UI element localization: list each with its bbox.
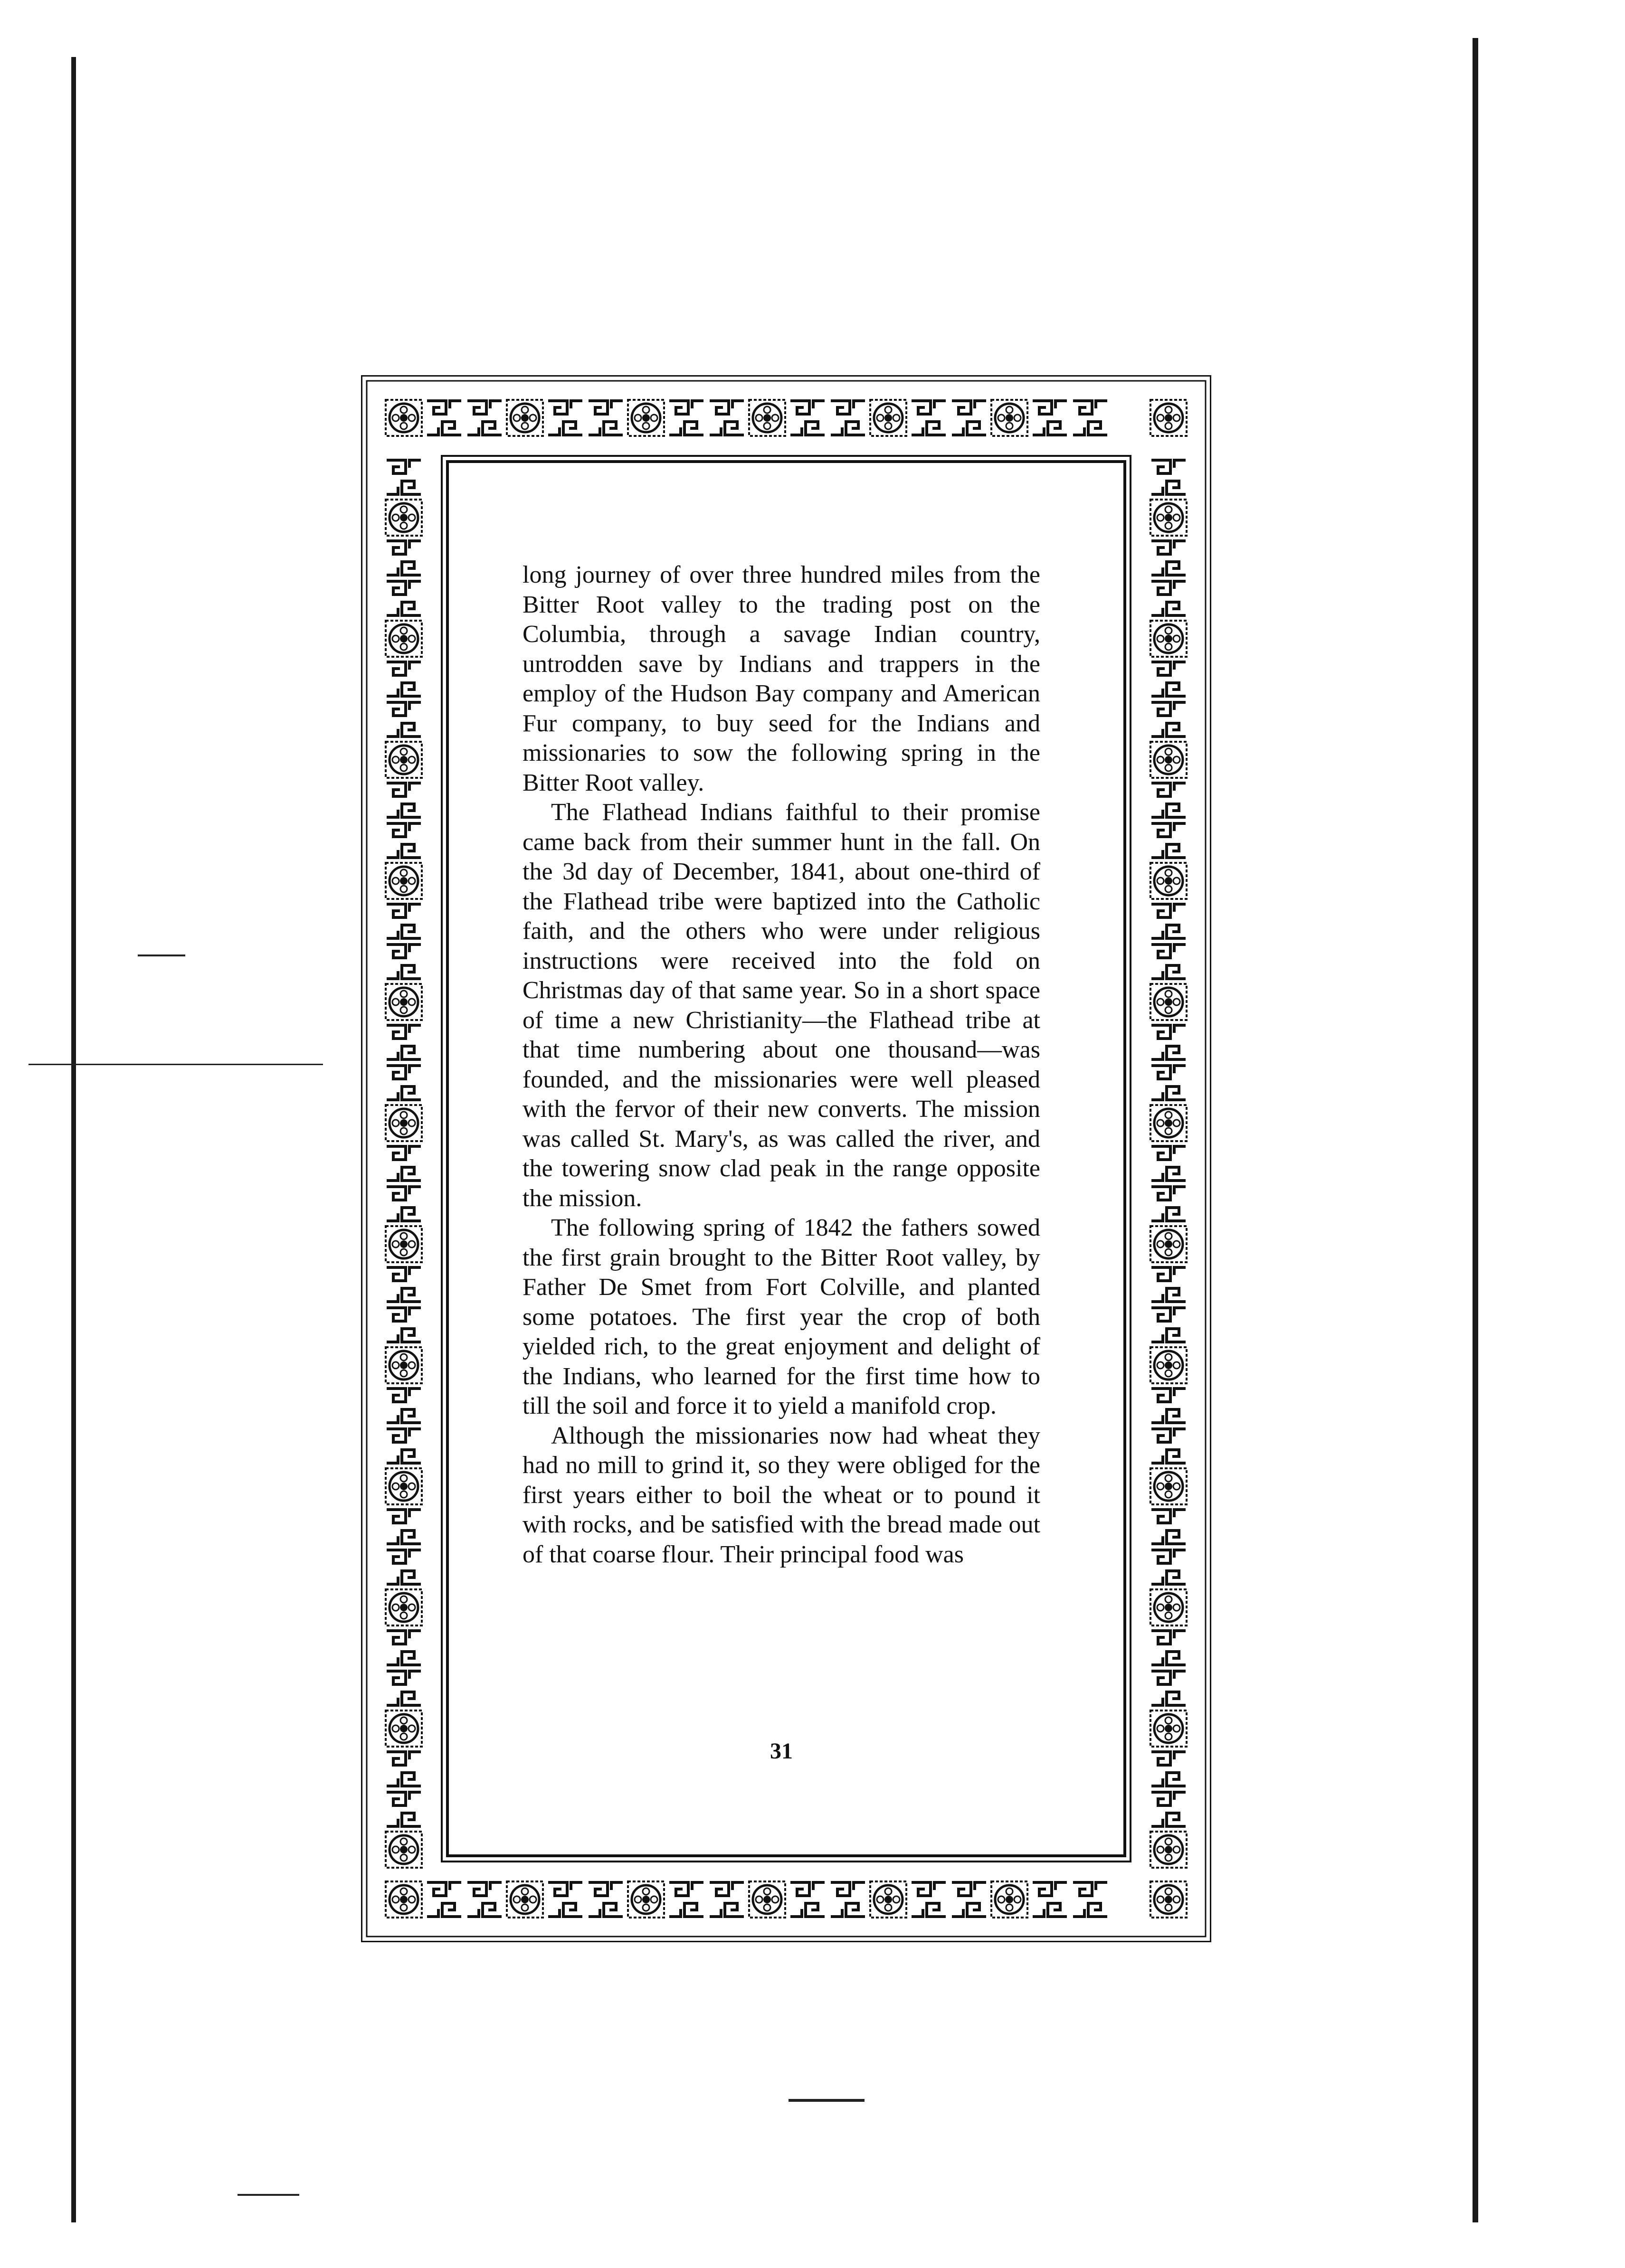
paragraph-1: long journey of over three hundred miles from the Bitter Root valley to the trading post on the Columbia, through a savage Indian country, untrodden save by Indians and trappers in the employ of the Hudson Bay company and American Fur company, to buy seed for the Indians and missionaries to sow the following spring in the Bitter Root valley. (523, 561, 1040, 796)
paragraph-2: The Flathead Indians faithful to their promise came back from their summer hunt in the fall. On the 3d day of December, 1841, about one-third of the Flathead tribe were baptized into the Catholic faith, and the others who were under religious instructions were received into the fold on Christmas day of that same year. So in a short space of time a new Christianity—the Flathead tribe at that time numbering about one thousand—was founded, and the missionaries were well pleased with the fervor of their new converts. The mission was called St. Mary's, as was called the river, and the towering snow clad peak in the range opposite the mission. (523, 799, 1040, 1212)
scan-edge-left (71, 57, 76, 2222)
scan-speck (789, 2099, 865, 2102)
page-number: 31 (770, 1739, 793, 1764)
paragraph-3: The following spring of 1842 the fathers sowed the first grain brought to the Bitter Root valley, by Father De Smet from Fort Colville, and planted some potatoes. The first year the crop of both yielded rich, to the great enjoyment and delight of the Indians, who learned for the first time how to till the soil and force it to yield a manifold crop. (523, 1214, 1040, 1419)
scan-speck (138, 954, 185, 956)
scan-edge-right (1473, 38, 1478, 2222)
scan-speck (29, 1064, 323, 1065)
scan-speck (238, 2194, 299, 2196)
ornamental-page-frame (361, 375, 1211, 1942)
paragraph-4: Although the missionaries now had wheat they had no mill to grind it, so they were obliged for the first years either to boil the wheat or to pound it with rocks, and be satisfied with the bread made out of that coarse flour. Their principal food was (523, 1422, 1040, 1568)
page-body (523, 560, 1040, 1764)
